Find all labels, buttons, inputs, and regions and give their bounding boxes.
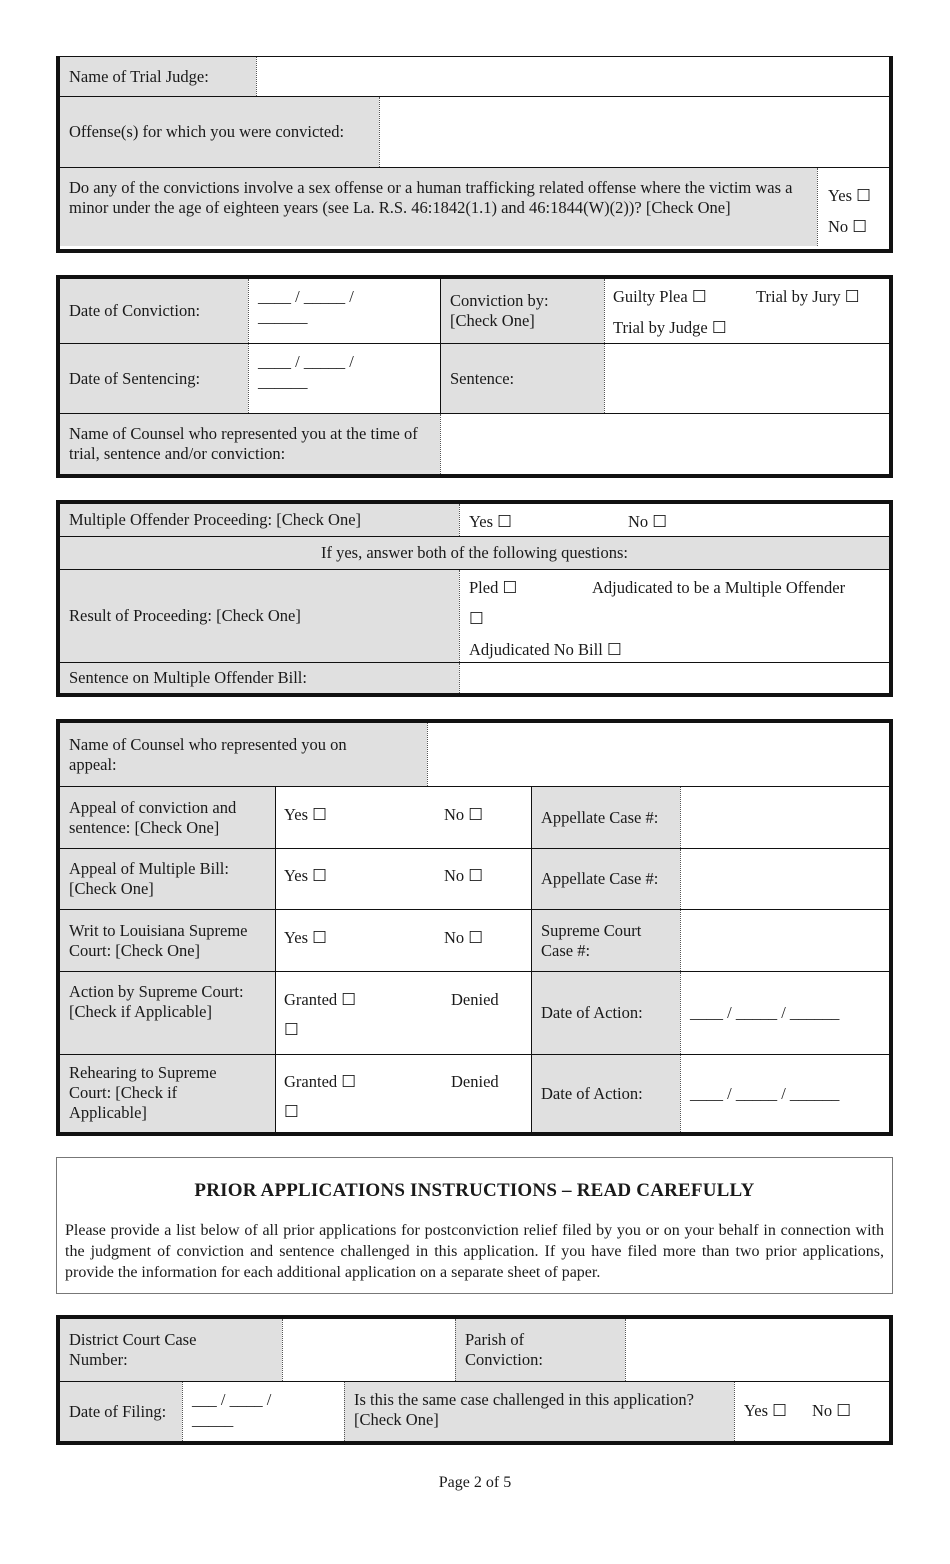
appellate-case-label-2: Appellate Case #:: [531, 849, 680, 909]
date-sentencing-label: Date of Sentencing:: [60, 344, 248, 413]
appeal-conviction-no-checkbox[interactable]: No ☐: [444, 805, 484, 824]
sex-offense-options: [817, 168, 889, 246]
counsel-trial-label: Name of Counsel who represented you at the time of trial, sentence and/or conviction:: [60, 414, 440, 474]
adjudicated-no-bill-checkbox[interactable]: Adjudicated No Bill ☐: [469, 640, 622, 659]
writ-supreme-court-options: [275, 910, 531, 971]
guilty-plea-checkbox[interactable]: Guilty Plea ☐: [613, 287, 707, 306]
sentence-mob-label: Sentence on Multiple Offender Bill:: [60, 663, 459, 693]
appeal-multiple-bill-no-checkbox[interactable]: No ☐: [444, 866, 484, 885]
multiple-offender-no-checkbox[interactable]: No ☐: [628, 512, 668, 531]
result-proceeding-options: [459, 570, 889, 662]
instructions-title: PRIOR APPLICATIONS INSTRUCTIONS – READ CAREFULLY: [194, 1180, 755, 1201]
sex-offense-yes-checkbox[interactable]: Yes ☐: [828, 186, 871, 205]
date-filing-field[interactable]: ___ / ____ / _____: [182, 1382, 344, 1441]
multiple-offender-block: [56, 500, 893, 697]
conviction-by-options: [604, 279, 889, 343]
same-case-options: [734, 1382, 889, 1441]
appeal-conviction-options: [275, 787, 531, 848]
parish-field[interactable]: [625, 1319, 889, 1381]
date-action-field-2[interactable]: ____ / _____ / ______: [680, 1055, 889, 1132]
instructions-body: Please provide a list below of all prior applications for postconviction relief filed by you or on your behalf in connection with the judgment of conviction and sentence challenged in this application. If you have filed more than two prior applications, provide the information for each additional application on a separate sheet of paper.: [65, 1222, 884, 1281]
sex-offense-question: Do any of the convictions involve a sex offense or a human trafficking related offense where the victim was a minor under the age of eighteen years (see La. R.S. 46:1842(1.1) and 46:1844(W)(2))? [Check One]: [60, 168, 817, 246]
action-supreme-court-label: Action by Supreme Court: [Check if Applicable]: [60, 972, 275, 1054]
writ-no-checkbox[interactable]: No ☐: [444, 928, 484, 947]
rehearing-denied-checkbox[interactable]: ☐: [284, 1102, 299, 1121]
date-filing-label: Date of Filing:: [60, 1382, 182, 1441]
adjudicated-multiple-option[interactable]: Adjudicated to be a Multiple Offender: [592, 578, 846, 597]
same-case-no-checkbox[interactable]: No ☐: [812, 1401, 852, 1420]
page-number: Page 2 of 5: [438, 1474, 512, 1491]
supreme-court-case-label: Supreme Court Case #:: [531, 910, 680, 971]
adjudicated-multiple-checkbox[interactable]: ☐: [469, 609, 484, 628]
date-action-field[interactable]: ____ / _____ / ______: [680, 972, 889, 1054]
trial-judge-field[interactable]: [256, 57, 889, 96]
action-denied-option[interactable]: Denied: [451, 990, 499, 1009]
sentence-label: Sentence:: [440, 344, 604, 413]
writ-supreme-court-label: Writ to Louisiana Supreme Court: [Check One]: [60, 910, 275, 971]
parish-label: Parish of Conviction:: [455, 1319, 625, 1381]
district-case-field[interactable]: [282, 1319, 455, 1381]
date-action-label-2: Date of Action:: [531, 1055, 680, 1132]
writ-yes-checkbox[interactable]: Yes ☐: [284, 928, 327, 947]
rehearing-supreme-court-label: Rehearing to Supreme Court: [Check if Applicable]: [60, 1055, 275, 1132]
appeal-multiple-bill-options: [275, 849, 531, 909]
result-proceeding-label: Result of Proceeding: [Check One]: [60, 570, 459, 662]
prior-application-block: [56, 1315, 893, 1445]
rehearing-denied-option[interactable]: Denied: [451, 1072, 499, 1091]
date-conviction-label: Date of Conviction:: [60, 279, 248, 343]
counsel-trial-field[interactable]: [440, 414, 889, 474]
offense-label: Offense(s) for which you were convicted:: [60, 97, 379, 167]
appeal-multiple-bill-yes-checkbox[interactable]: Yes ☐: [284, 866, 327, 885]
action-denied-checkbox[interactable]: ☐: [284, 1020, 299, 1039]
same-case-yes-checkbox[interactable]: Yes ☐: [744, 1401, 787, 1420]
multiple-offender-yes-checkbox[interactable]: Yes ☐: [469, 512, 512, 531]
trial-judge-label: Name of Trial Judge:: [60, 57, 256, 96]
appeal-conviction-yes-checkbox[interactable]: Yes ☐: [284, 805, 327, 824]
trial-info-block: [56, 56, 893, 253]
if-yes-instruction: If yes, answer both of the following questions:: [60, 537, 889, 569]
action-granted-checkbox[interactable]: Granted ☐: [284, 990, 357, 1009]
counsel-appeal-label: Name of Counsel who represented you on appeal:: [60, 723, 427, 786]
trial-by-jury-checkbox[interactable]: Trial by Jury ☐: [756, 287, 860, 306]
prior-applications-instructions: [56, 1157, 893, 1294]
rehearing-granted-checkbox[interactable]: Granted ☐: [284, 1072, 357, 1091]
counsel-appeal-field[interactable]: [427, 723, 889, 786]
appeal-conviction-label: Appeal of conviction and sentence: [Check One]: [60, 787, 275, 848]
offense-field[interactable]: [379, 97, 889, 167]
date-sentencing-field[interactable]: ____ / _____ / ______: [248, 344, 440, 413]
action-supreme-court-options: [275, 972, 531, 1054]
date-action-label: Date of Action:: [531, 972, 680, 1054]
pled-checkbox[interactable]: Pled ☐: [469, 578, 518, 597]
rehearing-supreme-court-options: [275, 1055, 531, 1132]
appeal-block: [56, 719, 893, 1136]
district-case-label: District Court Case Number:: [60, 1319, 282, 1381]
multiple-offender-label: Multiple Offender Proceeding: [Check One]: [60, 504, 459, 536]
appellate-case-field[interactable]: [680, 787, 889, 848]
sentence-mob-field[interactable]: [459, 663, 889, 693]
supreme-court-case-field[interactable]: [680, 910, 889, 971]
sentence-field[interactable]: [604, 344, 889, 413]
date-conviction-field[interactable]: ____ / _____ / ______: [248, 279, 440, 343]
appeal-multiple-bill-label: Appeal of Multiple Bill: [Check One]: [60, 849, 275, 909]
conviction-by-label: Conviction by: [Check One]: [440, 279, 604, 343]
conviction-block: [56, 275, 893, 478]
appellate-case-field-2[interactable]: [680, 849, 889, 909]
sex-offense-no-checkbox[interactable]: No ☐: [828, 217, 868, 236]
appellate-case-label: Appellate Case #:: [531, 787, 680, 848]
same-case-question: Is this the same case challenged in this application? [Check One]: [344, 1382, 734, 1441]
trial-by-judge-checkbox[interactable]: Trial by Judge ☐: [613, 318, 727, 337]
multiple-offender-options: [459, 504, 889, 536]
